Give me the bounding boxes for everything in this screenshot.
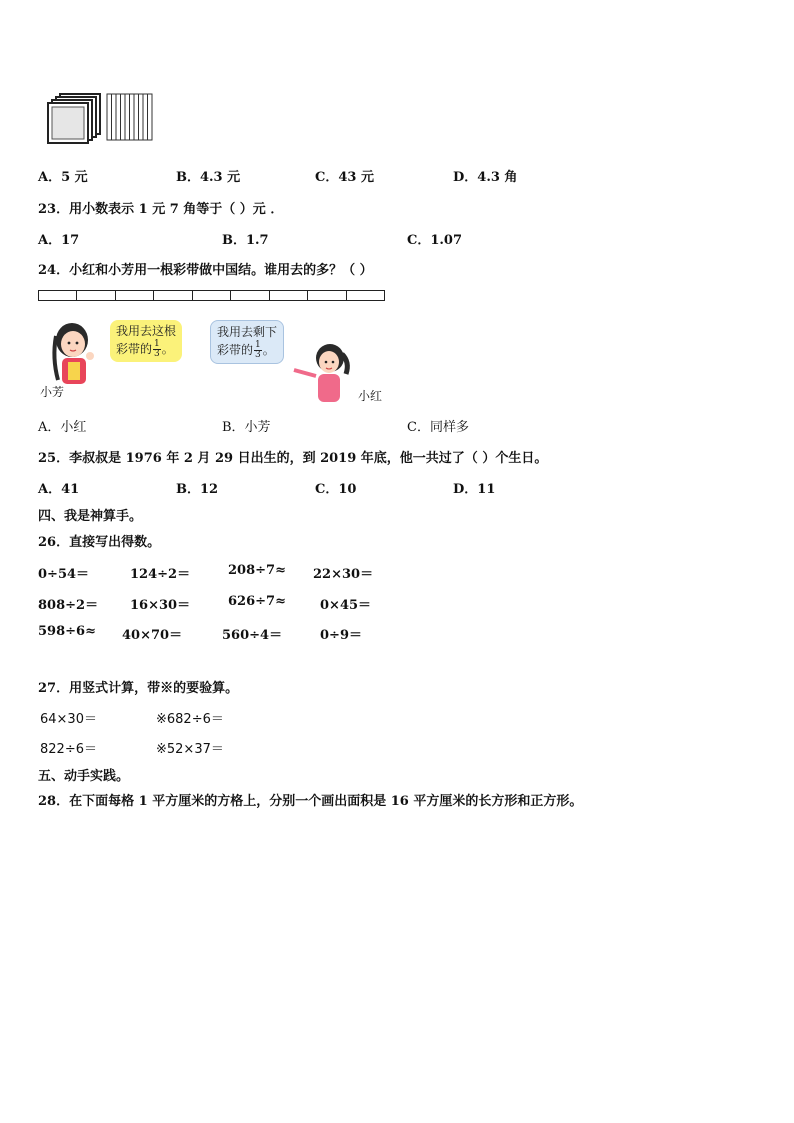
q26-item: 626÷7≈ [228,594,286,609]
q28-question: 28．在下面每格 1 平方厘米的方格上，分别一个画出面积是 16 平方厘米的长方形和正方形。 [38,794,583,809]
q27-question: 27．用竖式计算，带※的要验算。 [38,681,239,696]
q24-option-a: A．小红 [38,420,87,435]
q26-question: 26．直接写出得数。 [38,535,161,550]
q25-option-a: A．41 [38,482,80,497]
q26-item: 16×30＝ [130,598,191,613]
q26-item: 40×70＝ [122,628,183,643]
q22-option-b: B．4.3 元 [176,170,241,185]
q22-option-d: D．4.3 角 [453,170,518,185]
q26-item: 808÷2＝ [38,598,99,613]
q27-item: 822÷6＝ [40,742,97,757]
q27-item: 64×30＝ [40,712,97,727]
q23-option-b: B．1.7 [222,233,269,248]
xiaohong-bubble-line2: 彩带的 [217,343,254,357]
q26-item: 0÷54＝ [38,567,90,582]
q24-question: 24．小红和小芳用一根彩带做中国结。谁用去的多？（ ） [38,263,373,278]
q25-question: 25．李叔叔是 1976 年 2 月 29 日出生的，到 2019 年底，他一共过了（ ）个生日。 [38,451,548,466]
money-illustration [44,92,162,148]
xiaofang-speech-bubble: 我用去这根 彩带的 $\frac{1}{3}$ 。 [110,320,182,362]
q26-item: 0×45＝ [320,598,372,613]
q22-option-a: A．5 元 [38,170,88,185]
q22-option-c: C．43 元 [315,170,374,185]
xiaofang-bubble-line2: 彩带的 [116,342,153,356]
xiaofang-label: 小芳 [40,385,65,399]
q26-item: 124÷2＝ [130,567,191,582]
girl-xiaohong-illustration [288,342,358,404]
xiaohong-label: 小红 [358,389,383,403]
q24-option-c: C．同样多 [407,420,469,435]
q25-option-d: D．11 [453,482,496,497]
ribbon-strip [38,290,385,301]
xiaofang-fraction: $\frac{1}{3}$ [154,339,160,359]
q26-item: 598÷6≈ [38,624,96,639]
q25-option-c: C．10 [315,482,357,497]
q23-option-c: C．1.07 [407,233,463,248]
xiaohong-bubble-line1: 我用去剩下 [217,325,278,339]
section5-title: 五、动手实践。 [38,769,130,784]
xiaohong-speech-bubble: 我用去剩下 彩带的 $\frac{1}{3}$ 。 [210,320,284,364]
q26-item: 560÷4＝ [222,628,283,643]
q26-item: 22×30＝ [313,567,374,582]
xiaohong-fraction: $\frac{1}{3}$ [255,340,261,360]
q24-option-b: B．小芳 [222,420,271,435]
xiaofang-bubble-line1: 我用去这根 [116,324,177,338]
q25-option-b: B．12 [176,482,219,497]
girl-xiaofang-illustration [42,318,106,388]
q23-question: 23．用小数表示 1 元 7 角等于（ ）元 ． [38,202,284,217]
section4-title: 四、我是神算手。 [38,509,143,524]
q26-item: 0÷9＝ [320,628,362,643]
q23-option-a: A．17 [38,233,80,248]
q26-item: 208÷7≈ [228,563,286,578]
q27-item: ※52×37＝ [156,742,224,757]
q27-item: ※682÷6＝ [156,712,224,727]
